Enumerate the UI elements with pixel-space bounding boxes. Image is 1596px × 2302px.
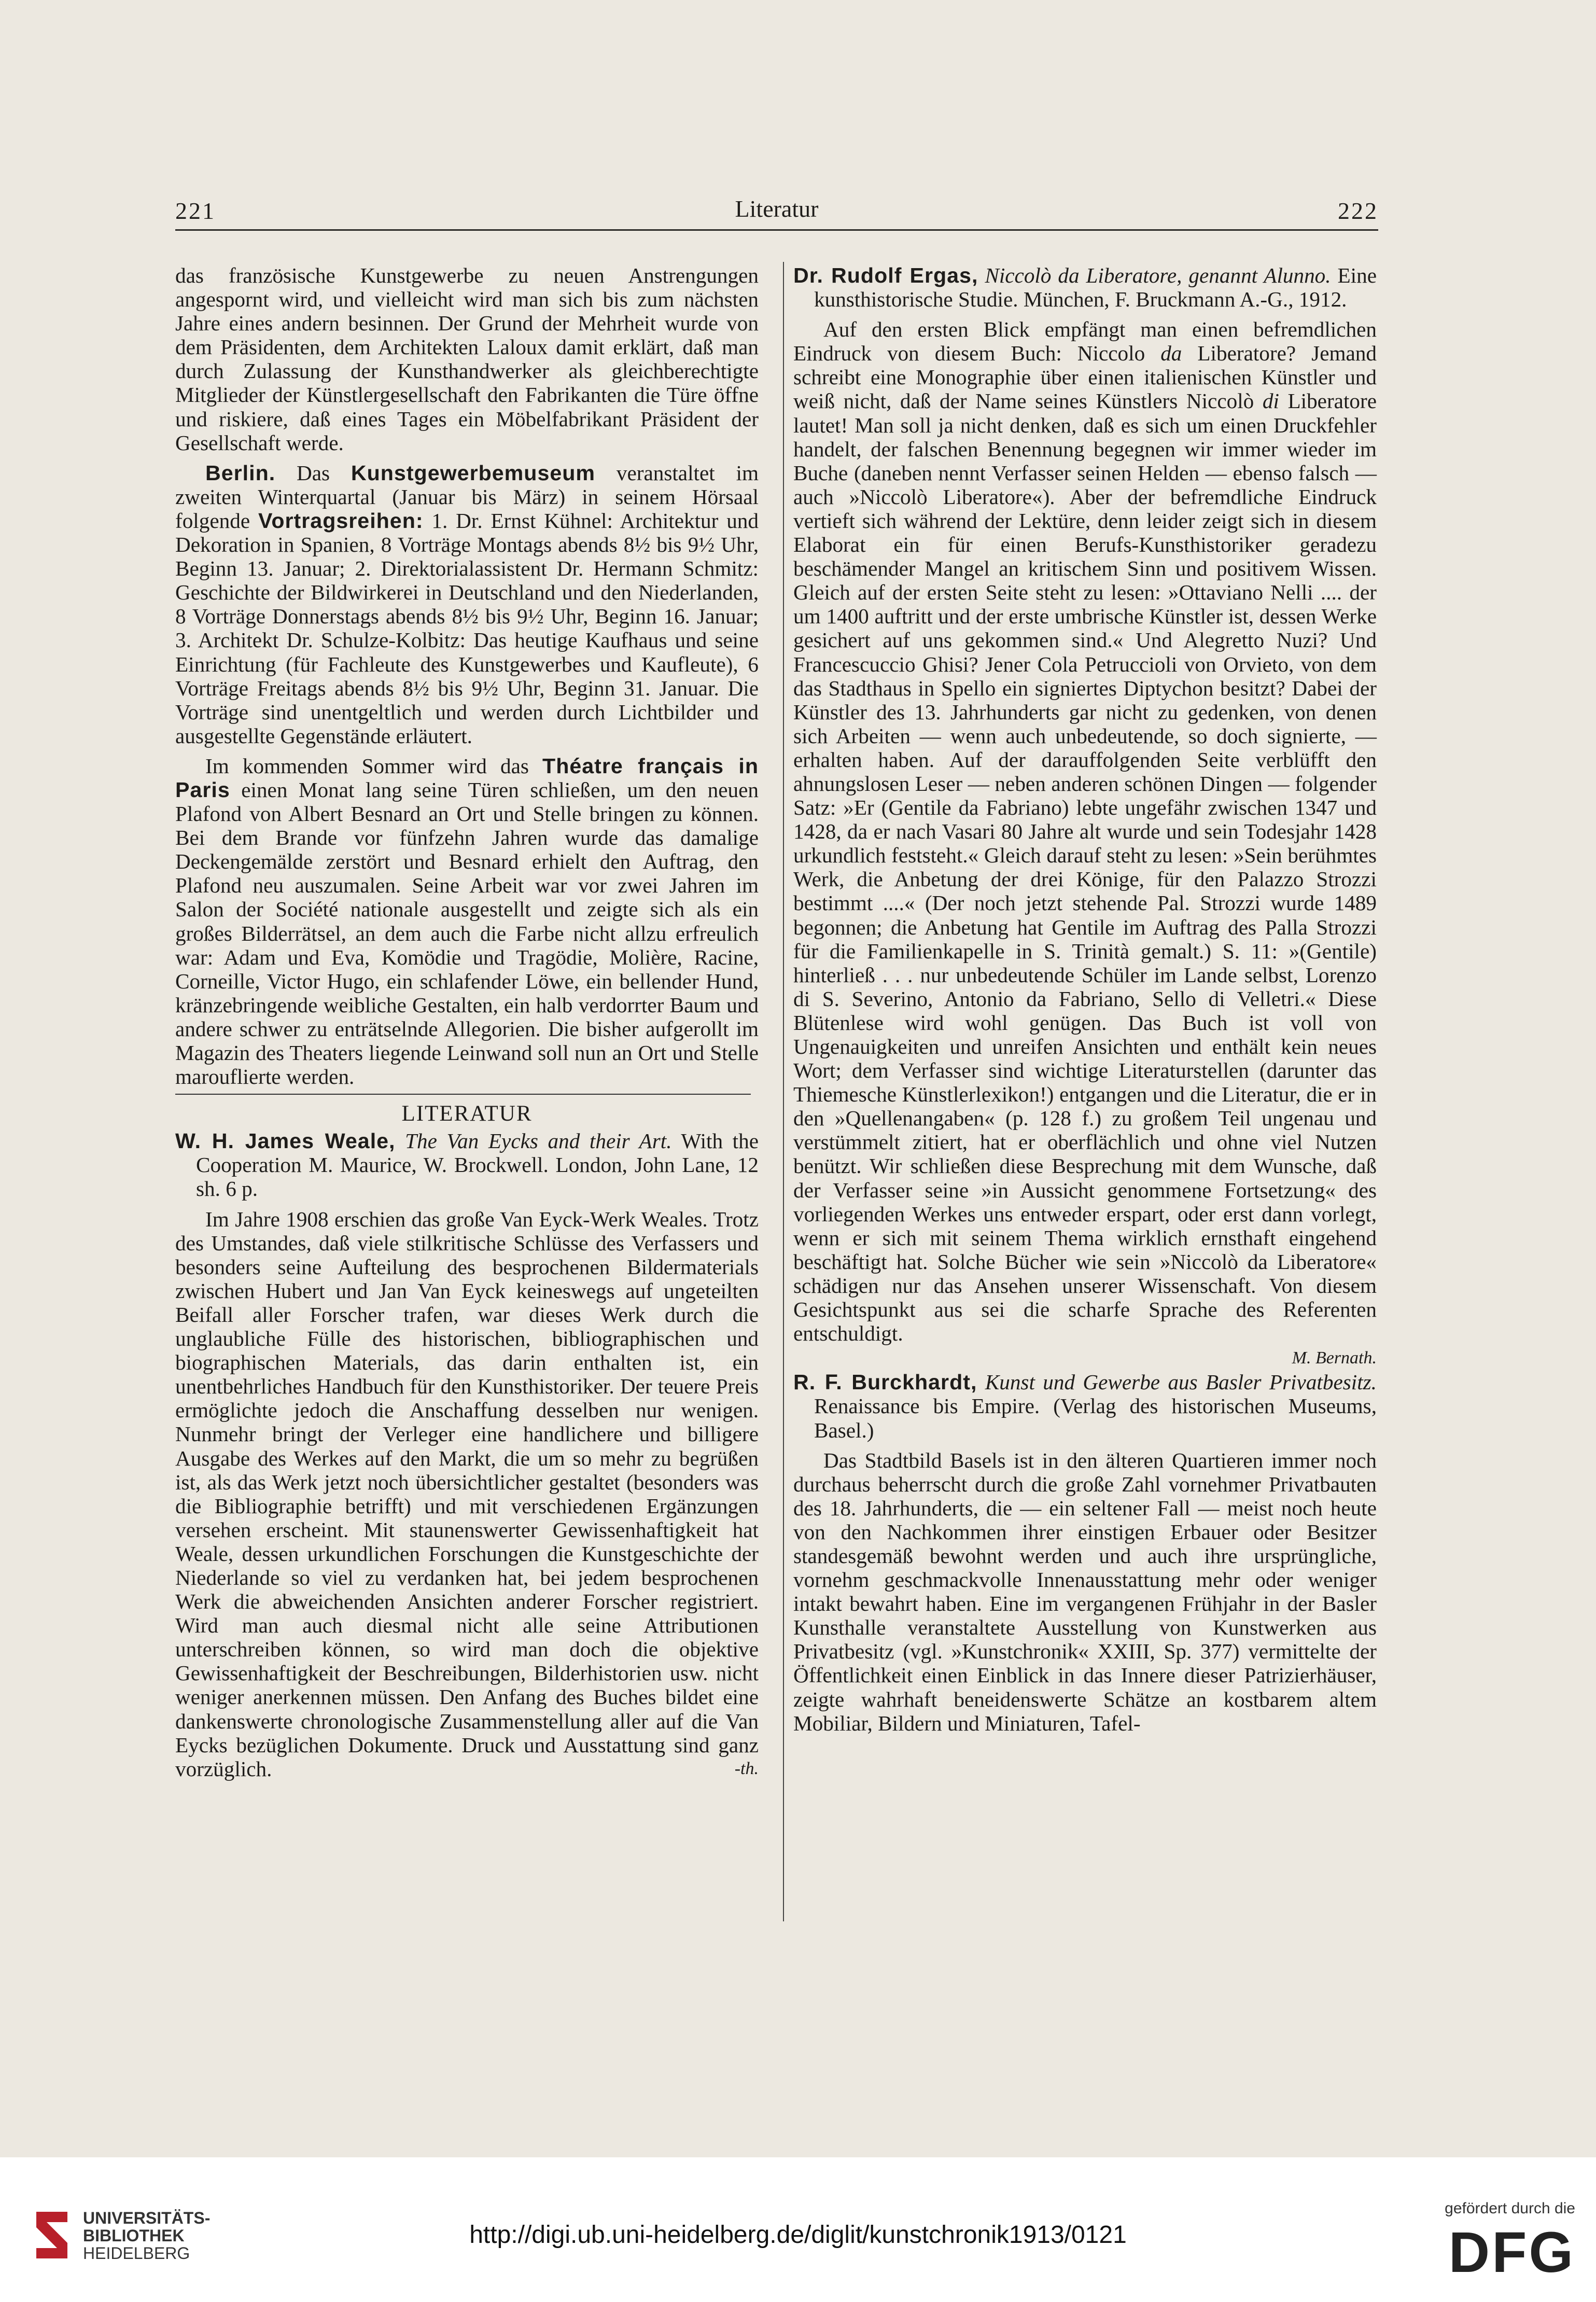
page-header bbox=[175, 192, 1378, 233]
review-ergas-text-b: Liberatore? Jemand schreibt eine Monographie über einen italienischen Künstler und weiß nicht, daß der Name seines Künstlers Niccolò bbox=[793, 341, 1377, 413]
review-ergas-di: di bbox=[1262, 389, 1279, 413]
review-ergas-text-c: Liberatore lautet! Man soll ja nicht denken, daß es sich um einen Druckfehler handelt, der falschen Benennung begegnen wir immer wieder im Buche (daneben nennt Verfasser seinen Helden — ebenso falsch — auch »Niccolò Liberatore«). Aber der befremdliche Eindruck vertieft sich während der Lektüre, denn leider zeigt sich in diesem Elaborat ein für einen Berufs-Kunsthistoriker geradezu beschämender Mangel an kritischem Sinn und positivem Wissen. Gleich auf der ersten Seite steht zu lesen: »Ottaviano Nelli .... der um 1400 auftritt und der erste umbrische Künstler ist, dessen Werke gesichert auf uns gekommen sind.« Und Alegretto Nuzi? Und Francescuccio Ghisi? Jener Cola Petruccioli von Orvieto, von dem das Stadthaus in Spello ein signiertes Diptychon besitzt? Dabei der Künstler des 13. Jahrhunderts gar nicht zu gedenken, von denen sich Arbeiten — wenn auch unbedeutende, so doch signierte, — erhalten haben. Auf der darauffolgenden Seite verblüfft den ahnungslosen Leser — neben anderen schönen Dingen — folgender Satz: »Er (Gentile da Fabriano) lebte ungefähr zwischen 1347 und 1428, da er nach Vasari 80 Jahre alt wurde und sein Todesjahr 1428 urkundlich feststeht.« Gleich darauf steht zu lesen: »Sein berühmtes Werk, die Anbetung der drei Könige, für den Palazzo Strozzi bestimmt ....« (Der noch jetzt stehende Pal. Strozzi wurde 1489 begonnen; die Anbetung hat Gentile im Auftrag des Palla Strozzi für die Familienkapelle in S. Trinità gemalt.) S. 11: »(Gentile) hinterließ . . . nur unbedeutende Schüler im Lande selbst, Lorenzo di S. Severino, Antonio da Fabriano, Sello di Velletri.« Diese Blütenlese wird wohl genügen. Das Buch ist voll von Ungenauigkeiten und unreifen Ansichten und enthält kein neues Wort; dem Verfasser sind wichtige Literaturstellen (darunter das Thiemesche Künstlerlexikon!) entgangen und die Literatur, die er in den »Quellenangaben« (p. 128 f.) zu großem Teil ungenau und verstümmelt zitiert, hat er oberflächlich und ohne viel Nutzen benützt. Wir schließen diese Besprechung mit dem Wunsche, daß der Verfasser seine »in Aussicht genommene Fortsetzung« des vorliegenden Werkes uns entweder erspart, oder erst dann vorlegt, wenn er sich mit seinem Thema wirklich ernsthaft eingehend beschäftigt hat. Solche Bücher wie sein »Niccolò da Liberatore« schädigen nur das Ansehen unserer Wissenschaft. Von diesem Gesichtspunkt aus sei die scharfe Sprache des Referenten entschuldigt. bbox=[793, 389, 1377, 1346]
column-divider bbox=[783, 262, 784, 1921]
review-burckhardt-publication: Renaissance bis Empire. (Verlag des historischen Museums, Basel.) bbox=[814, 1394, 1377, 1442]
footer-bar bbox=[0, 2157, 1596, 2302]
review-ergas-title: Niccolò da Liberatore, genannt Alunno. bbox=[978, 263, 1331, 287]
theatre-text-b: einen Monat lang seine Türen schließen, um den neuen Plafond von Albert Besnard an Ort und Stelle bringen zu können. Bei dem Brande vor fünfzehn Jahren wurde das damalige Deckengemälde zerstört und Besnard erhielt den Auftrag, den Plafond neu auszumalen. Seine Arbeit war vor zwei Jahren im Salon der Société nationale ausgestellt und zeigte sich als ein großes Bilderrätsel, an dem auch die Farbe nicht allzu erfreulich war: Adam und Eva, Komödie und Tragödie, Molière, Racine, Corneille, Victor Hugo, ein schlafender Löwe, ein bellender Hund, kränzebringende weibliche Gestalten, ein halb verdorrter Baum und andere schwer zu enträtselnde Allegorien. Die bisher aufgerollt im Magazin des Theaters liegende Leinwand soll nun an Ort und Stelle marouflierte werden. bbox=[175, 777, 759, 1089]
review-weale bbox=[175, 1129, 759, 1781]
review-burckhardt-title: Kunst und Gewerbe aus Basler Privatbesitz. bbox=[977, 1370, 1377, 1394]
theatre-text-a: Im kommenden Sommer wird das bbox=[205, 754, 543, 778]
review-weale-title: The Van Eycks and their Art. bbox=[395, 1129, 672, 1153]
running-title: Literatur bbox=[735, 196, 819, 222]
theatre-name: Théatre français in Paris bbox=[175, 754, 759, 802]
review-weale-citation bbox=[175, 1129, 759, 1201]
review-ergas-signature: M. Bernath. bbox=[1292, 1348, 1377, 1368]
review-ergas-publication: Eine kunsthistorische Studie. München, F. Bruckmann A.-G., 1912. bbox=[814, 263, 1377, 312]
section-title-literatur: LITERATUR bbox=[401, 1101, 533, 1126]
museum-name: Kunstgewerbemuseum bbox=[351, 461, 596, 485]
library-name-line2: BIBLIOTHEK bbox=[83, 2226, 185, 2245]
paragraph-theatre bbox=[175, 754, 759, 1089]
review-burckhardt-body: Das Stadtbild Basels ist in den älteren Quartieren immer noch durchaus beherrscht durch die große Zahl vornehmer Privatbauten des 18. Jahrhunderts, die — ein seltener Fall — meist noch heute von den Nachkommen ihrer einstigen Erbauer oder Besitzer standesgemäß bewohnt werden und auch ihre ursprüngliche, vornehm geschmackvolle Innenausstattung mehr oder weniger intakt bewahrt haben. Eine im vergangenen Frühjahr in der Basler Kunsthalle veranstaltete Ausstellung von Kunstwerken aus Privatbesitz (vgl. »Kunstchronik« XXIII, Sp. 377) vermittelte der Öffentlichkeit einen Einblick in das Innere dieser Patrizierhäuser, zeigte wahrhaft beneidenswerte Schätze an kostbarem altem Mobiliar, Bildern und Miniaturen, Tafel- bbox=[793, 1448, 1377, 1735]
review-weale-body bbox=[175, 1207, 759, 1781]
library-name-line3: HEIDELBERG bbox=[83, 2244, 190, 2263]
left-column bbox=[175, 263, 759, 1781]
section-rule bbox=[175, 1094, 751, 1095]
permalink-url[interactable]: http://digi.ub.uni-heidelberg.de/diglit/kunstchronik1913/0121 bbox=[469, 2221, 1127, 2249]
review-weale-signature: -th. bbox=[734, 1759, 759, 1778]
review-ergas-body bbox=[793, 317, 1377, 1345]
right-column bbox=[793, 263, 1377, 1735]
review-burckhardt-citation bbox=[793, 1370, 1377, 1442]
page-number-right: 222 bbox=[1338, 198, 1378, 224]
berlin-text-b: veranstaltet im zweiten Winterquartal (Januar bis März) in seinem Hörsaal folgende bbox=[175, 461, 759, 533]
library-name-line1: UNIVERSITÄTS- bbox=[83, 2209, 211, 2227]
review-burckhardt-author: R. F. Burckhardt, bbox=[793, 1370, 977, 1394]
page-number-left: 221 bbox=[175, 198, 216, 224]
berlin-text-a: Das bbox=[275, 461, 351, 485]
review-ergas-da: da bbox=[1160, 341, 1182, 366]
paragraph-kunstgewerbe: das französische Kunstgewerbe zu neuen Anstrengungen angespornt wird, und vielleicht wird man sich bis zum nächsten Jahre eines andern besinnen. Der Grund der Mehrheit wurde von dem Präsidenten, dem Architekten Laloux damit erklärt, daß man durch Zulassung der Kunsthandwerker als gleichberechtigte Mitglieder der Künstlergesellschaft den Fabrikanten die Türe öffne und riskiere, daß eines Tages ein Möbelfabrikant Präsident der Gesellschaft werde. bbox=[175, 263, 759, 455]
review-weale-text: Im Jahre 1908 erschien das große Van Eyck-Werk Weales. Trotz des Umstandes, daß viele stilkritische Schlüsse des Verfassers und besonders seine Aufteilung des besprochenen Bildermaterials zwischen Hubert und Jan Van Eyck keineswegs auf ungeteilten Beifall aller Forscher trafen, war dieses Werk durch die unglaubliche Fülle des historischen, bibliographischen und biographischen Materials, das darin enthalten ist, ein unentbehrliches Handbuch für den Kunsthistoriker. Der teuere Preis ermöglichte jedoch die Anschaffung desselben nur wenigen. Nunmehr bringt der Verleger eine handlichere und billigere Ausgabe des Werkes auf den Markt, die um so mehr zu begrüßen ist, als das Werk jetzt noch übersichtlicher gestaltet (besonders was die Bibliographie betrifft) und mit verschiedenen Ergänzungen versehen erscheint. Mit staunenswerter Gewissenhaftigkeit hat Weale, dessen urkundlichen Forschungen die Kunstgeschichte der Niederlande so viel zu verdanken hat, bei jedem besprochenen Werk die abweichenden Ansichten anderer Forscher registriert. Wird man auch diesmal nicht alle seine Attributionen unterschreiben können, so wird man doch die objektive Gewissenhaftigkeit der Beschreibungen, Bilderhistorien usw. nicht weniger anerkennen müssen. Den Anfang des Buches bildet eine dankenswerte chronologische Zusammenstellung aller auf die Van Eycks bezüglichen Dokumente. Druck und Ausstattung sind ganz vorzüglich. bbox=[175, 1207, 759, 1781]
review-burckhardt bbox=[793, 1370, 1377, 1735]
funded-by-label: gefördert durch die bbox=[1445, 2200, 1575, 2217]
header-rule bbox=[175, 229, 1378, 231]
review-ergas-author: Dr. Rudolf Ergas, bbox=[793, 263, 978, 287]
berlin-text-c: 1. Dr. Ernst Kühnel: Architektur und Dekoration in Spanien, 8 Vorträge Montags abends 8½ bis 9½ Uhr, Beginn 13. Januar; 2. Direktorialassistent Dr. Hermann Schmitz: Geschichte der Bildwirkerei in Deutschland und den Niederlanden, 8 Vorträge Donnerstags abends 8½ bis 9½ Uhr, Beginn 16. Januar; 3. Architekt Dr. Schulze-Kolbitz: Das heutige Kaufhaus und seine Einrichtung (für Fachleute des Kunstgewerbes und Kaufleute), 6 Vorträge Freitags abends 8½ bis 9½ Uhr, Beginn 31. Januar. Die Vorträge sind unentgeltlich und werden durch Lichtbilder und ausgestellte Gegenstände erläutert. bbox=[175, 508, 759, 748]
review-ergas bbox=[793, 263, 1377, 1370]
berlin-lead: Berlin. bbox=[205, 461, 276, 485]
vortragsreihen: Vortragsreihen: bbox=[258, 508, 424, 533]
paragraph-berlin bbox=[175, 461, 759, 748]
review-ergas-text-a: Auf den ersten Blick empfängt man einen befremdlichen Eindruck von diesem Buch: Niccolo bbox=[793, 317, 1377, 366]
review-ergas-citation bbox=[793, 263, 1377, 311]
review-weale-author: W. H. James Weale, bbox=[175, 1129, 396, 1153]
review-weale-publication: With the Cooperation M. Maurice, W. Brockwell. London, John Lane, 12 sh. 6 p. bbox=[196, 1129, 759, 1201]
dfg-logo: DFG bbox=[1448, 2221, 1575, 2284]
